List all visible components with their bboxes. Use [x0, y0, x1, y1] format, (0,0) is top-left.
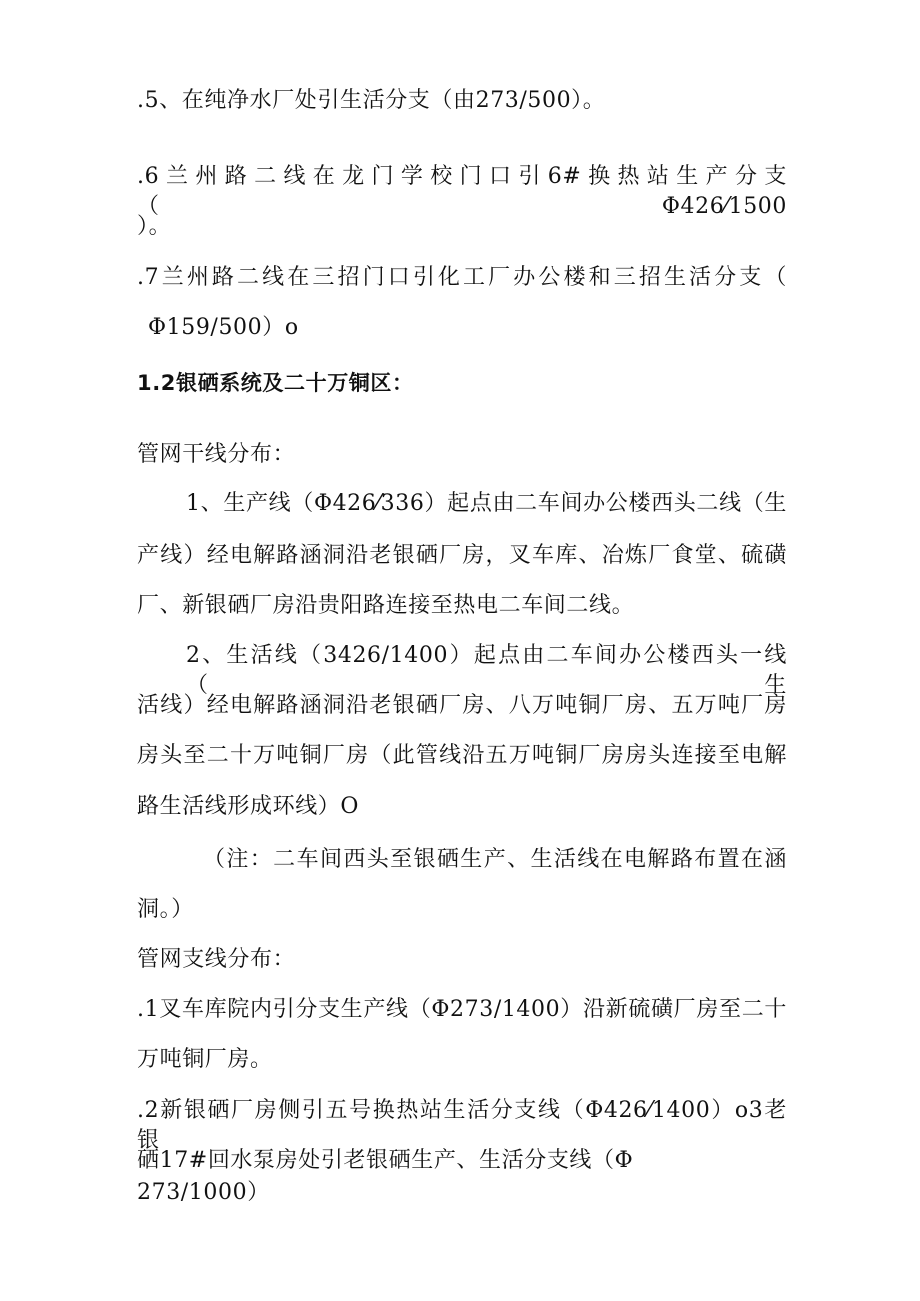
text-line: 273/1000） — [137, 1180, 270, 1205]
text-line: .6兰州路二线在龙门学校门口引6#换热站生产分支（Φ426⁄1500 — [137, 164, 787, 219]
text-line: 管网支线分布： — [137, 947, 296, 972]
text-line: 洞。） — [137, 897, 194, 922]
section-heading: 1.2银硒系统及二十万铜区： — [137, 371, 414, 395]
text-line: .5、在纯净水厂处引生活分支（由273/500）。 — [137, 88, 606, 113]
text-line: 管网干线分布： — [137, 442, 296, 467]
text-line: .1叉车库院内引分支生产线（Φ273/1400）沿新硫磺厂房至二十 — [137, 997, 787, 1022]
text-line: 1、生产线（Φ426⁄336）起点由二车间办公楼西头二线（生 — [186, 491, 787, 516]
text-line: 厂、新银硒厂房沿贵阳路连接至热电二车间二线。 — [137, 593, 635, 618]
text-line: 硒17#回水泵房处引老银硒生产、生活分支线（Φ — [137, 1148, 634, 1173]
text-line: ）。 — [137, 214, 172, 239]
text-line: 活线）经电解路涵洞沿老银硒厂房、八万吨铜厂房、五万吨厂房 — [137, 693, 787, 718]
text-line: .2新银硒厂房侧引五号换热站生活分支线（Φ426⁄1400）o3老银 — [137, 1098, 787, 1153]
text-line: 2、生活线（3426/1400）起点由二车间办公楼西头一线（生 — [186, 643, 787, 698]
text-line: （注：二车间西头至银硒生产、生活线在电解路布置在涵 — [203, 847, 787, 872]
text-line: Φ159/500）o — [148, 315, 299, 340]
text-line: 产线）经电解路涵洞沿老银硒厂房，叉车库、冶炼厂食堂、硫磺 — [137, 543, 787, 568]
text-line: .7兰州路二线在三招门口引化工厂办公楼和三招生活分支（ — [137, 265, 787, 290]
text-line: 房头至二十万吨铜厂房（此管线沿五万吨铜厂房房头连接至电解 — [137, 743, 787, 768]
text-line: 路生活线形成环线）O — [137, 794, 360, 819]
text-line: 万吨铜厂房。 — [137, 1047, 273, 1072]
